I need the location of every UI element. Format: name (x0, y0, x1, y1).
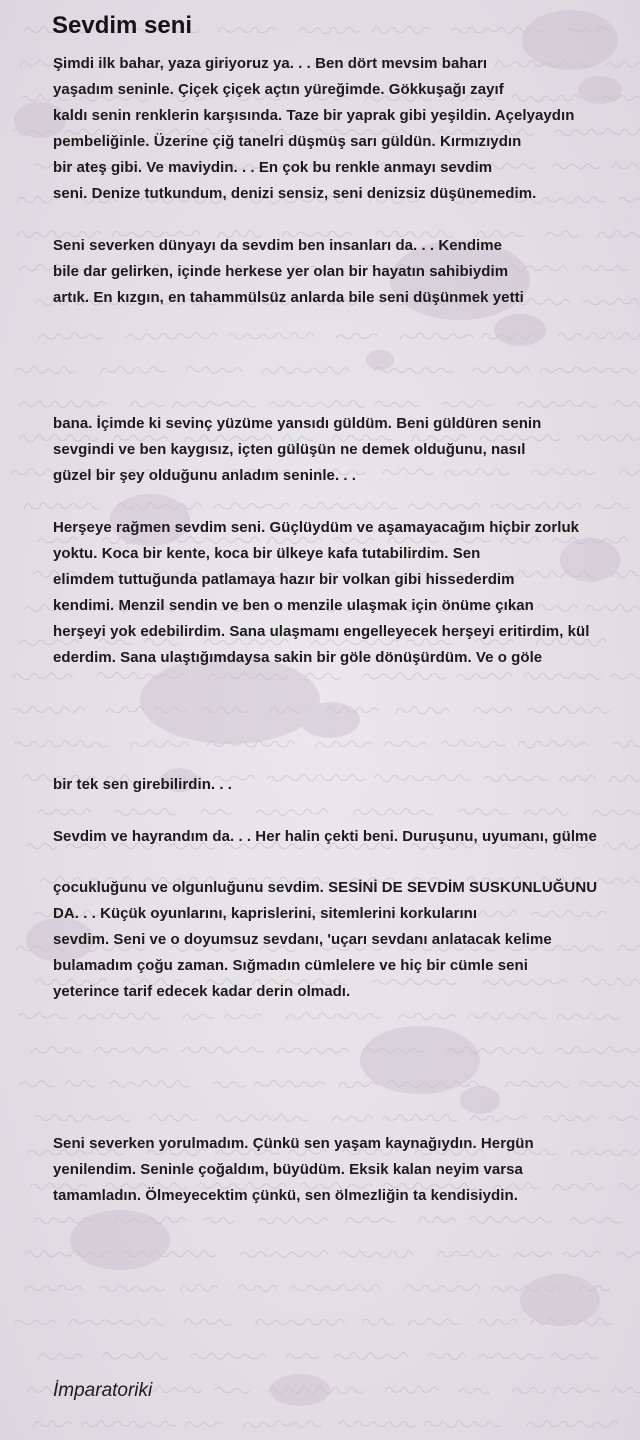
poem-line: güzel bir şey olduğunu anladım seninle. . . (53, 467, 357, 484)
poem-line: DA. . . Küçük oyunlarını, kaprislerini, sitemlerini korkularını (53, 905, 478, 922)
stanza (53, 1131, 640, 1209)
poem-title: Sevdim seni (52, 12, 193, 39)
poem-line: bile dar gelirken, içinde herkese yer olan bir hayatın sahibiydim (53, 263, 509, 280)
poem-line: Herşeye rağmen sevdim seni. Güçlüydüm ve aşamayacağım hiçbir zorluk (53, 519, 580, 536)
poem-line: bir ateş gibi. Ve maviydin. . . En çok bu renkle anmayı sevdim (53, 159, 493, 176)
poem-line: bulamadım çoğu zaman. Sığmadın cümlelere ve hiç bir cümle seni (53, 957, 528, 974)
stanza (53, 875, 640, 1005)
stanza (53, 411, 640, 489)
poem-line: Seni severken dünyayı da sevdim ben insanları da. . . Kendime (53, 237, 503, 254)
poem-line: bana. İçimde ki sevinç yüzüme yansıdı güldüm. Beni güldüren senin (53, 415, 542, 432)
stanza (53, 772, 640, 798)
poem-line: seni. Denize tutkundum, denizi sensiz, seni denizsiz düşünemedim. (53, 185, 537, 202)
poem-line: Seni severken yorulmadım. Çünkü sen yaşam kaynağıydın. Hergün (53, 1135, 534, 1152)
poem-line: çocukluğunu ve olgunluğunu sevdim. SESİNİ DE SEVDİM SUSKUNLUĞUNU (53, 879, 598, 896)
poem-line: elimdem tuttuğunda patlamaya hazır bir volkan gibi hissederdim (53, 571, 515, 588)
poem-line: yoktu. Koca bir kente, koca bir ülkeye kafa tutabilirdim. Sen (53, 545, 481, 562)
poem-line: artık. En kızgın, en tahammülsüz anlarda bile seni düşünmek yetti (53, 289, 524, 306)
poem-line: yenilendim. Seninle çoğaldım, büyüdüm. Eksik kalan neyim varsa (53, 1161, 523, 1178)
poem-line: sevgindi ve ben kaygısız, içten gülüşün ne demek olduğunu, nasıl (53, 441, 526, 458)
poem-author: İmparatoriki (53, 1380, 153, 1401)
poem-line: kaldı senin renklerin karşısında. Taze bir yaprak gibi yeşildin. Açelyaydın (53, 107, 575, 124)
poem-line: bir tek sen girebilirdin. . . (53, 776, 232, 793)
stanza (53, 51, 640, 207)
poem-line: ederdim. Sana ulaştığımdaysa sakin bir göle dönüşürdüm. Ve o göle (53, 649, 543, 666)
poem-line: Sevdim ve hayrandım da. . . Her halin çekti beni. Duruşunu, uyumanı, gülme (53, 828, 597, 845)
poem-line: sevdim. Seni ve o doyumsuz sevdanı, 'uçarı sevdanı anlatacak kelime (53, 931, 552, 948)
stanza (53, 233, 640, 311)
poem-line: Şimdi ilk bahar, yaza giriyoruz ya. . . Ben dört mevsim baharı (53, 55, 488, 72)
poem-line: yeterince tarif edecek kadar derin olmadı. (53, 983, 351, 1000)
poem-line: herşeyi yok edebilirdim. Sana ulaşmamı engelleyecek herşeyi eritirdim, kül (53, 623, 590, 640)
poem-line: pembeliğinle. Üzerine çiğ tanelri düşmüş sarı güldün. Kırmızıydın (53, 133, 522, 150)
stanza (53, 824, 640, 850)
poem-line: kendimi. Menzil sendin ve ben o menzile ulaşmak için önüme çıkan (53, 597, 534, 614)
stanza (53, 515, 640, 671)
poem-line: yaşadım seninle. Çiçek çiçek açtın yüreğimde. Gökkuşağı zayıf (53, 81, 504, 98)
poem-line: tamamladın. Ölmeyecektim çünkü, sen ölmezliğin ta kendisiydin. (53, 1187, 518, 1204)
